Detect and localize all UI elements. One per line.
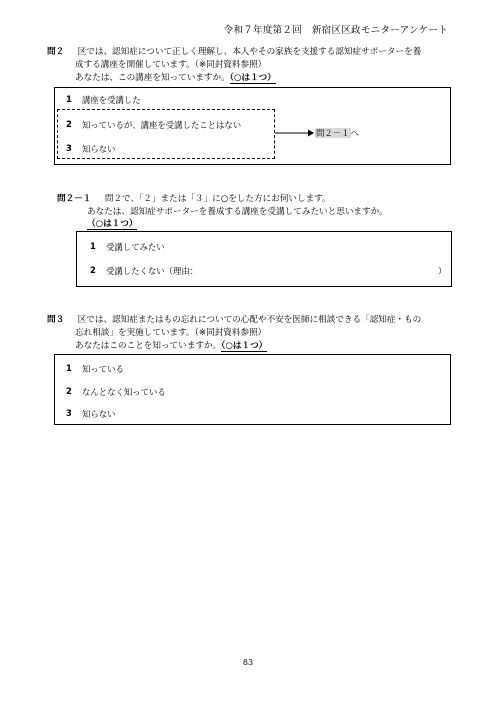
q2-1-text-line2: あなたは、認知症サポーターを養成する講座を受講してみたいと思いますか。 — [87, 207, 388, 217]
q3-option-3-label: 知らない — [82, 409, 116, 419]
q2-text-line3: あなたは、この講座を知っていますか。 — [75, 73, 230, 83]
q2-1-number: 問２－１ — [57, 194, 92, 204]
q2-1-answer-box — [76, 231, 452, 287]
q2-option-1-label: 講座を受講した — [82, 95, 141, 105]
q2-1-line3 — [87, 218, 137, 231]
q3-option-3[interactable] — [66, 408, 116, 420]
q2-option-3[interactable] — [66, 143, 116, 155]
q3-text-line3: あなたはこのことを知っていますか。 — [75, 341, 222, 351]
page-header-title: 令和７年度第２回 新宿区区政モニターアンケート — [223, 25, 448, 36]
q2-option-2-number: 2 — [66, 119, 72, 129]
q2-line1 — [47, 46, 421, 59]
q3-option-1-label: 知っている — [82, 364, 124, 374]
q2-1-option-1-number: 1 — [90, 241, 96, 251]
q3-instruction: （○は１つ） — [221, 341, 268, 351]
q2-1-option-2-label: 受講したくない（理由： — [106, 266, 199, 276]
q2-option-3-number: 3 — [66, 143, 72, 153]
q2-1-instruction: （○は１つ） — [87, 219, 138, 229]
q2-option-2-label: 知っているが、講座を受講したことはない — [82, 120, 242, 130]
q2-1-text-line1: 問２で、「２」または「３」に○をした方にお伺いします。 — [104, 194, 331, 204]
q3-number: 問３ — [47, 315, 65, 325]
q2-option-1[interactable] — [66, 94, 141, 106]
q2-text-line2: 成する講座を開催しています。（※同封資料参照） — [75, 60, 267, 70]
q2-goto-instruction — [315, 127, 359, 139]
q2-instruction: （○は１つ） — [229, 73, 276, 83]
q2-1-reason-close-paren: ） — [438, 266, 447, 276]
q3-option-2-label: なんとなく知っている — [82, 387, 166, 397]
q2-1-option-2[interactable] — [90, 265, 198, 277]
arrow-right-icon — [275, 128, 315, 138]
q2-line3 — [75, 72, 276, 85]
q2-option-1-number: 1 — [66, 94, 72, 104]
q2-goto-suffix: へ — [350, 128, 359, 138]
q2-1-option-2-number: 2 — [90, 265, 96, 275]
q3-text-line2: 忘れ相談」を実施しています。（※同封資料参照） — [75, 328, 267, 338]
q2-1-option-1-label: 受講してみたい — [106, 242, 165, 252]
q3-line3 — [75, 340, 267, 353]
q2-1-line1 — [57, 193, 331, 206]
q3-option-3-number: 3 — [66, 408, 72, 418]
q2-text-line1: 区では、認知症について正しく理解し、本人やその家族を支援する認知症サポーターを養 — [77, 47, 422, 57]
q3-option-2[interactable] — [66, 386, 166, 398]
q2-number: 問２ — [47, 47, 65, 57]
q3-option-1-number: 1 — [66, 363, 72, 373]
q3-line1 — [47, 314, 421, 327]
page-number: 83 — [242, 658, 254, 667]
q2-1-option-1[interactable] — [90, 241, 165, 253]
q3-option-1[interactable] — [66, 363, 124, 375]
q3-text-line1: 区では、認知症またはもの忘れについての心配や不安を医師に相談できる「認知症・もの — [77, 315, 422, 325]
q2-goto-ref: 問２－１ — [316, 128, 350, 138]
q2-option-3-label: 知らない — [82, 144, 116, 154]
q2-option-2[interactable] — [66, 119, 241, 131]
q3-option-2-number: 2 — [66, 386, 72, 396]
